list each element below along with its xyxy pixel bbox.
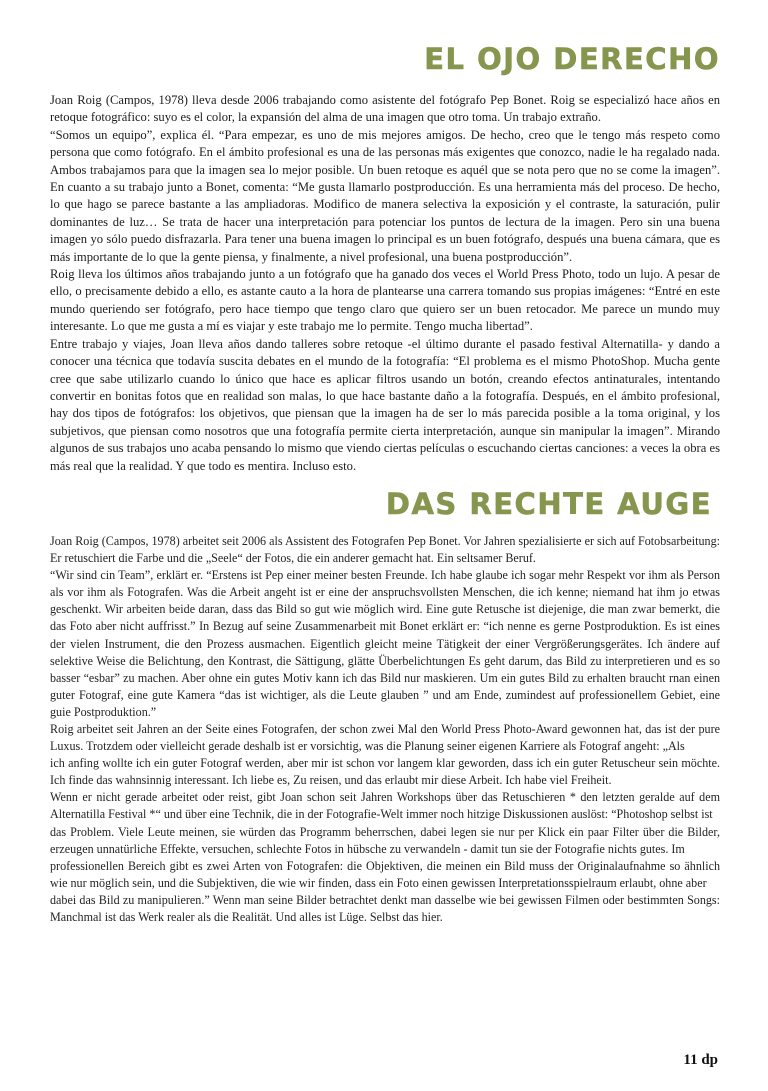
spanish-article bbox=[50, 92, 720, 475]
spanish-section-title: EL OJO DERECHO bbox=[424, 42, 720, 76]
german-article bbox=[50, 533, 720, 926]
german-section-title: DAS RECHTE AUGE bbox=[385, 486, 712, 521]
german-paragraph: das Problem. Viele Leute meinen, sie würden das Programm beherrschen, dabei legen sie nur per Klick ein paar Filter über die Bilder, erzeugen unnatürliche Effekte, versuchen, schlechte Fotos in hübsche zu verwandeln - damit tun sie der Fotografie nichts gutes. Im bbox=[50, 824, 720, 856]
spanish-paragraph: Roig lleva los últimos años trabajando junto a un fotógrafo que ha ganado dos veces el World Press Photo, todo un lujo. A pesar de ello, o precisamente debido a ello, es astante cauto a la hora de plantearse una carrera tomando sus propias imágenes: “Entré en este mundo queriendo ser fotógrafo, pero hace tiempo que tengo claro que quiero ser un buen retocador. Me parece un mundo muy interesante. Lo que me gusta a mí es viajar y este trabajo me lo permite. Tengo mucha libertad”. bbox=[50, 267, 720, 334]
german-paragraph: Joan Roig (Campos, 1978) arbeitet seit 2006 als Assistent des Fotografen Pep Bonet. Vor Jahren spezialisierte er sich auf Fotobsarbeitung: Er retuschiert die Farbe und die „Seele“ der Fotos, die ein anderer gemacht hat. Ein seltsamer Beruf. bbox=[50, 533, 720, 566]
german-paragraph: professionellen Bereich gibt es zwei Arten von Fotografen: die Objektiven, die meinen ein Bild muss der Originalaufnahme so ähnlich wie nur möglich sein, und die Subjektiven, die wie wir finden, dass ein Foto einen gewissen Interpretationsspielraum erlaubt, ohne aber bbox=[50, 858, 720, 890]
german-paragraph: dabei das Bild zu manipulieren.” Wenn man seine Bilder betrachtet denkt man dasselbe wie bei gewissen Filmen oder bestimmten Songs: Manchmal ist das Werk realer als die Realität. Und alles ist Lüge. Selbst das hier. bbox=[50, 892, 720, 924]
german-paragraph: ich anfing wollte ich ein guter Fotograf werden, aber mir ist schon vor langem klar geworden, dass ich ein guter Retuscheur sein möchte. Ich finde das wahnsinnig interessant. Ich liebe es, Zu reisen, und das erlaubt mir diese Arbeit. Ich habe viel Freiheit. bbox=[50, 756, 720, 788]
german-paragraph: Wenn er nicht gerade arbeitet oder reist, gibt Joan schon seit Jahren Workshops über das Retuschieren * den letzten geralde auf dem Alternatilla Festival *“ und über eine Technik, die in der Fotografie-Welt immer noch hitzige Diskussionen auslöst: “Photoshop selbst ist bbox=[50, 790, 720, 822]
german-paragraph: Roig arbeitet seit Jahren an der Seite eines Fotografen, der schon zwei Mal den World Press Photo-Award gewonnen hat, das ist der pure Luxus. Trotzdem oder vielleicht gerade deshalb ist er vorsichtig, was die Planung seiner eigenen Karriere als Fotograf angeht: „Als bbox=[50, 721, 720, 754]
german-paragraph: “Wir sind cin Team”, erklärt er. “Erstens ist Pep einer meiner besten Freunde. Ich habe glaube ich sogar mehr Respekt vor ihm als Person als vor ihm als Fotografen. Was die Arbeit angeht ist er eine der anspruchsvollsten Menschen, die ich kenne; niemand hat ihm jo etwas geschenkt. Wir arbeiten beide daran, dass das Bild so gut wie möglich wird. Eine gute Retusche ist diejenige, die man zwar bemerkt, die das Foto aber nicht auffrisst.” In Bezug auf seine Zusammenarbeit mit Bonet erklärt er: “ich nenne es gerne Postproduktion. Es ist eines der vielen Instrument, die den Prozess ausmachen. Eigentlich gleicht meine Tätigkeit der einer Vergrößerungsgerätes. Ich ändere auf selektive Weise die Belichtung, den Kontrast, die Sättigung, glätte Überbelichtungen Es geht darum, das Bild zu interpretieren und es so basser “esbar” zu machen. Aber ohne ein gutes Motiv kann ich das Bild nur maskieren. Um ein gutes Bild zu erhalten braucht rnan einen guter Fotograf, eine gute Kamera “das ist wichtiger, als die Leute glauben ” und am Ende, zumindest auf professionellem Gebiet, eine guie Postproduktion.” bbox=[50, 568, 720, 719]
spanish-paragraph: “Somos un equipo”, explica él. “Para empezar, es uno de mis mejores amigos. De hecho, creo que le tengo más respeto como persona que como fotógrafo. En el ámbito profesional es una de las personas más exigentes que conozco, nadie le ha regalado nada. Ambos trabajamos para que la imagen sea lo mejor posible. Un buen retoque es aquél que se nota pero que no se come la imagen”. En cuanto a su trabajo junto a Bonet, comenta: “Me gusta llamarlo postproducción. Es una herramienta más del proceso. De hecho, lo que hago se parece bastante a las ampliadoras. Modifico de manera selectiva la exposición y el contraste, la saturación, pulir dominantes de luz… Se trata de hacer una interpretación para potenciar los puntos de lectura de la imagen. Pero sin una buena imagen yo sólo puedo disfrazarla. Para tener una buena imagen lo principal es un buen fotógrafo, después una buena cámara, que es más importante de lo que la gente piensa, y finalmente, a nivel profesional, una buena postproducción”. bbox=[50, 127, 720, 264]
page-number: 11 dp bbox=[683, 1052, 718, 1068]
spanish-paragraph: Entre trabajo y viajes, Joan lleva años dando talleres sobre retoque -el último durante el pasado festival Alternatilla- y dando a conocer una técnica que todavía suscita debates en el mundo de la fotografía: “El problema es el mismo PhotoShop. Mucha gente cree que sabe utilizarlo cuando lo único que hace es aplicar filtros usando un botón, creando efectos antinaturales, intentando convertir en bonitas fotos que en realidad son malas, lo que hace bastante daño a la fotografía. Después, en el ámbito profesional, hay dos tipos de fotógrafos: los objetivos, que piensan que la imagen ha de ser lo más parecida posible a la toma original, y los subjetivos, que piensan como nosotros que una fotografía permite cierta interpretación, aunque sin manipular la imagen”. Mirando algunos de sus trabajos uno acaba pensando lo mismo que viendo ciertas películas o escuchando ciertas canciones: a veces la obra es más real que la realidad. Y que todo es mentira. Incluso esto. bbox=[50, 336, 720, 473]
spanish-paragraph: Joan Roig (Campos, 1978) lleva desde 2006 trabajando como asistente del fotógrafo Pep Bonet. Roig se especializó hace años en retoque fotográfico: suyo es el color, la expansión del alma de una imagen que otro toma. Un trabajo extraño. bbox=[50, 93, 720, 125]
